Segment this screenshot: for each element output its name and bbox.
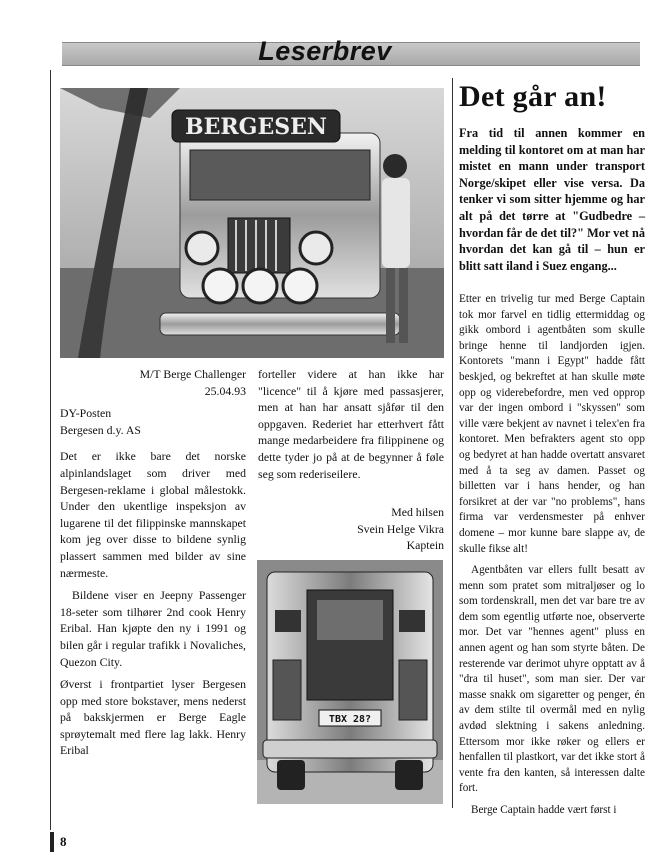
letter-column-middle: [258, 366, 444, 554]
recipient-line-1: DY-Posten: [60, 406, 112, 421]
jeepney-sign-text: BERGESEN: [185, 114, 327, 140]
signature-name: Svein Helge Vikra: [357, 521, 444, 536]
letter-paragraph-4: forteller videre at han ikke har "licence" til å kjøre med passasjerer, men at han har ansatt sjåfør til den oppgaven. Rederiet har etterhvert fått mange medarbeidere fra filippinene og dette tyder jo på at de begynner å føle seg som rederiseilere.: [258, 367, 444, 481]
article-body: [459, 292, 645, 819]
dateline-place: M/T Berge Challenger: [139, 367, 246, 381]
letter-paragraph-1: Det er ikke bare det norske alpinlandslaget som driver med Bergesen-reklame i global målestokk. Under den ukentlige inspeksjon av lugarene til det filippinske mannskapet kom jeg over disse to bildene synlig plassert sammen med bilder av sine nærmeste.: [60, 449, 246, 580]
article-headline: Det går an!: [459, 80, 607, 113]
column-rule-left: [50, 70, 51, 830]
letter-paragraph-3: Øverst i frontpartiet lyser Bergesen opp med store bokstaver, mens nederst på bakskjermen er Berge Eagle sprøytemalt med flere lag lakk. Henry Eribal: [60, 677, 246, 758]
letter-paragraph-2: Bildene viser en Jeepny Passenger 18-seter som tilhører 2nd cook Henry Eribal. Han kjøpte den ny i 1991 og bilen går i regular trafikk i Novaliches, Quezon City.: [60, 588, 246, 669]
article-paragraph-1: Etter en trivelig tur med Berge Captain tok mor farvel en tidlig ettermiddag og gikk ombord i agentbåten som skulle bringe henne til landjorden igjen. Kontorets "mann i Egypt" hadde fått beskjed, og bekreftet at han skulle møte opp og viderebefordre, men ved opprop var der ingen ombord i "skyssen" som ville være bekjent av navnet i telex'en fra kontoret. Men befrakters agent sto opp og bedyret at han hadde overtatt ansvaret med å ta seg av damen. Passet og billetten var i hans hender, og han forsikret at der var "no problems", hans firma var verdensmester på enhver domene – mor kunne bare slappe av, de skulle fikse alt!: [459, 293, 645, 555]
letter-closing: Med hilsen: [391, 505, 444, 520]
recipient-line-2: Bergesen d.y. AS: [60, 422, 141, 437]
dateline-date: 25.04.93: [204, 383, 246, 398]
article-lead: Fra tid til annen kommer en melding til kontoret om at man har mistet en mann under transport Norge/skipet eller vise versa. Da tenker vi som sitter hjemme og har alt på det tørre at "Gudbedre – hvordan får de det til?" Mor vet nå hvordan det kan gå til – hun er blitt satt iland i Suez engang...: [459, 126, 645, 273]
jeepney-rear-photo: [257, 560, 443, 804]
letter-column-left: [60, 366, 246, 759]
jeepney-rear-illustration: [257, 560, 443, 804]
article-paragraph-3: Berge Captain hadde vært først i: [471, 804, 617, 816]
jeepney-front-photo: [60, 88, 444, 358]
jeepney-front-illustration: [60, 88, 444, 358]
section-title: Leserbrev: [258, 36, 392, 66]
page-number: 8: [60, 834, 67, 849]
column-rule-right: [452, 78, 453, 808]
signature-title: Kaptein: [406, 538, 444, 553]
article-paragraph-2: Agentbåten var ellers fullt besatt av menn som pratet som mitraljøser og lo som tordenskrall, men det var bare tre av dem som egentlig utførte noe, observerte mor. Det var "hennes agent" pluss en annen agent og han som styrte båten. De resterende var derimot uhyre opptatt av å "dra til huset", som man sier. Der var masse snakk om sigaretter og penger, én av dem stilte til overmål med en nylig avdød slektning i sakens anledning. Ettersom mor ikke røker og ellers er henfallen til plastkort, var det ikke stort å vente fra den kanten, så interessen dalte fort.: [459, 564, 645, 795]
license-plate-text: TBX 28?: [328, 714, 372, 725]
page-tab-marker: [50, 832, 54, 852]
